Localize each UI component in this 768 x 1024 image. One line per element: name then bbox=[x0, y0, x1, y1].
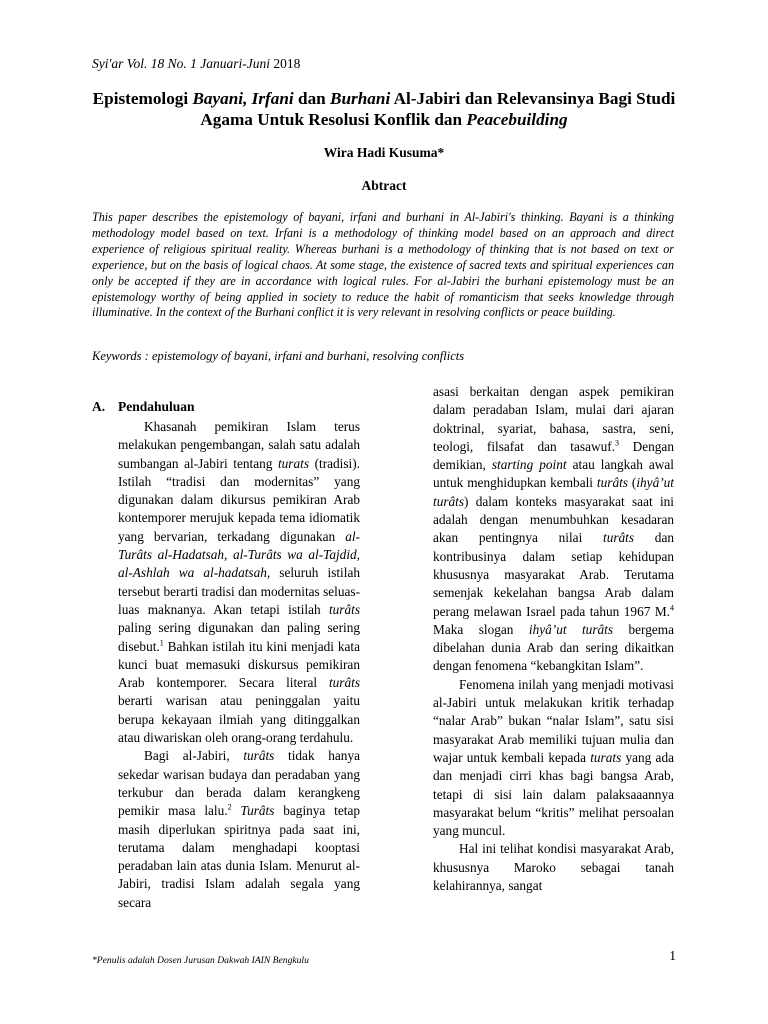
title-part-italic: Peacebuilding bbox=[466, 110, 568, 129]
footnote-ref[interactable]: 4 bbox=[670, 603, 674, 613]
author-name: Wira Hadi Kusuma* bbox=[323, 145, 445, 160]
left-column bbox=[118, 418, 360, 912]
paragraph: Khasanah pemikiran Islam terus melakukan pengembangan, salah satu adalah sumbangan al-Jabiri tentang turats (tradisi). Istilah “tradisi dan modernitas” yang digunakan dalam dikursus pemikiran Arab kontemporer merujuk kepada tema idiomatik yang bervarian, terkadang digunakan al-Turâts al-Hadatsah, al-Turâts wa al-Tajdid, al-Ashlah wa al-hadatsah, seluruh istilah tersebut berarti tradisi dan modernitas seluas-luas maknanya. Akan tetapi istilah turâts paling sering digunakan dan paling sering disebut.$^1$ Bahkan istilah itu kini menjadi kata kunci buat memasuki diskursus pemikiran Arab kontemporer. Secara literal turâts berarti warisan atau peninggalan yaitu berupa kekayaan ilmiah yang ditinggalkan atau diwariskan oleh orang-orang terdahulu. bbox=[118, 419, 360, 746]
footnote-ref[interactable]: 3 bbox=[614, 438, 619, 448]
section-title: Pendahuluan bbox=[118, 399, 195, 414]
page-number: 1 bbox=[669, 948, 676, 963]
title-part: Al-Jabiri dan Relevansinya Bagi Studi Agama Untuk Resolusi Konflik dan bbox=[200, 89, 676, 129]
section-letter: A. bbox=[92, 399, 106, 414]
footnote-ref[interactable]: 2 bbox=[227, 802, 232, 812]
footnote: *Penulis adalah Dosen Jurusan Dakwah IAIN Bengkulu bbox=[92, 955, 309, 966]
right-column bbox=[433, 383, 674, 895]
title-part: dan bbox=[293, 89, 331, 108]
paragraph: asasi berkaitan dengan aspek pemikiran dalam peradaban Islam, mulai dari ajaran doktrinal, syariat, bahasa, sastra, seni, teologi, filsafat dan tasawuf.$^3$ Dengan demikian, starting point atau langkah awal untuk menghidupkan kembali turâts (ihyâ’ut turâts) dalam konteks masyarakat saat ini adalah dengan menumbuhkan kesadaran akan pentingnya nilai turâts dan kontribusinya dalam setiap kehidupan khususnya masyarakat Arab. Terutama semenjak kekelahan bangsa Arab dalam perang melawan Israel pada tahun 1967 M.$^4$ Maka slogan ihyâ’ut turâts bergema dibelahan dunia Arab dan sering dikaitkan dengan fenomena “kebangkitan Islam”. bbox=[433, 384, 675, 674]
abstract-text: This paper describes the epistemology of bayani, irfani and burhani in Al-Jabiri's thinking. Bayani is a thinking methodology model based on text. Irfani is a methodology of thinking model based on an approach and direct experience of religious spiritual reality. Whereas burhani is a methodology of thinking that is not based on text or experience, but on the basis of logical chaos. At some stage, the existence of sacred texts and spiritual experiences can only be accepted if they are in accordance with logical rules. For al-Jabiri the burhani epistemology must be an epistemology worthy of being applied in society to reduce the habit of romanticism that seeks knowledge through illuminative. In the context of the Burhani conflict it is very relevant in resolving conflicts or peace building. bbox=[92, 210, 674, 320]
paragraph: Bagi al-Jabiri, turâts tidak hanya sekedar warisan budaya dan peradaban yang terkubur dan berada dalam kerangkeng pemikir masa lalu.$^2$ Turâts baginya tetap masih diperlukan spiritnya pada saat ini, terutama dalam menghadapi kooptasi peradaban lain atas dunia Islam. Menurut al-Jabiri, tradisi Islam adalah segala yang secara bbox=[118, 748, 360, 910]
title-part: Epistemologi bbox=[92, 89, 193, 108]
journal-year: 2018 bbox=[273, 56, 301, 71]
title-part-italic: Burhani bbox=[330, 89, 391, 108]
abstract-heading: Abtract bbox=[361, 178, 407, 193]
paper-title bbox=[70, 88, 698, 130]
section-heading bbox=[92, 399, 195, 415]
keywords: Keywords : epistemology of bayani, irfani and burhani, resolving conflicts bbox=[92, 349, 465, 363]
title-part-italic: Bayani, Irfani bbox=[192, 89, 294, 108]
running-header bbox=[92, 56, 300, 72]
paragraph: Hal ini telihat kondisi masyarakat Arab, khususnya Maroko sebagai tanah kelahirannya, sangat bbox=[433, 841, 674, 894]
paragraph: Fenomena inilah yang menjadi motivasi al-Jabiri untuk melakukan kritik terhadap “nalar Arab” bukan “nalar Islam”, satu sisi masyarakat Arab memiliki tujuan mulia dan wajar untuk kembali kepada turats yang ada dan menjadi cirri khas bagi bangsa Arab, tetapi di sisi lain dalam palaksaaannya masyarakat belum “kritis” melihat persoalan yang muncul. bbox=[433, 676, 674, 839]
footnote-ref[interactable]: 1 bbox=[159, 638, 164, 648]
journal-name: Syi'ar Vol. 18 No. 1 Januari-Juni bbox=[92, 56, 270, 71]
